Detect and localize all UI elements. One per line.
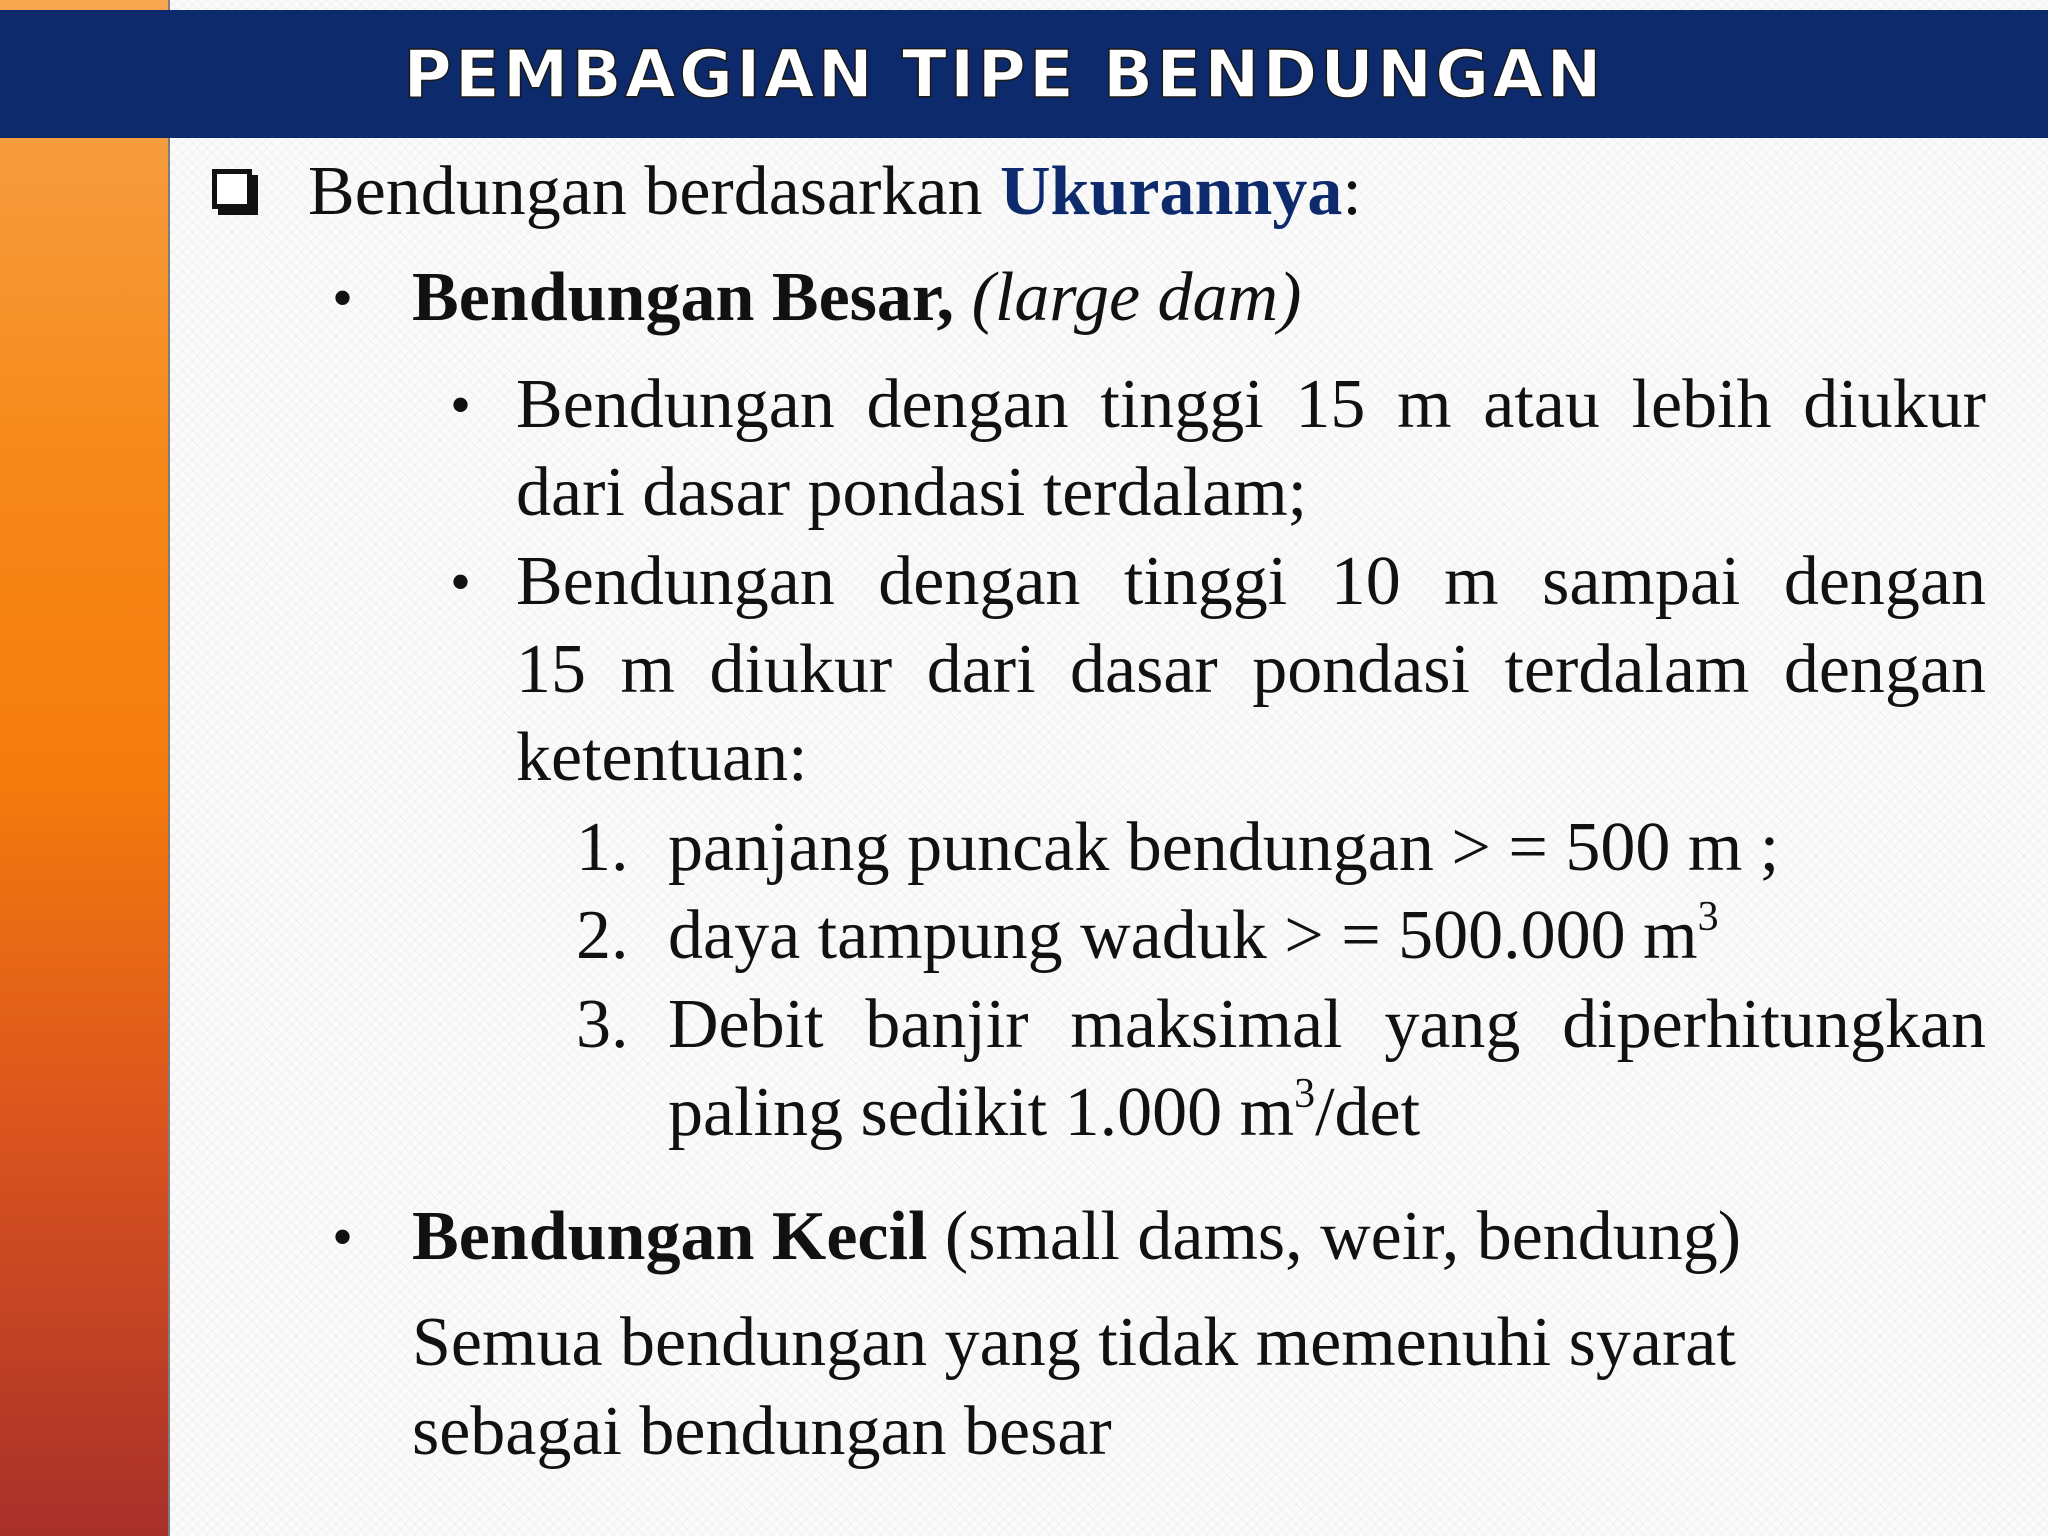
- condition-3-line2: [668, 1069, 1420, 1157]
- condition-3-line2-main: paling sedikit 1.000 m: [668, 1074, 1295, 1151]
- condition-3-line1: Debit banjir maksimal yang diperhitungkan: [668, 986, 1986, 1063]
- large-item-1-line1: Bendungan dengan tinggi 15 m atau lebih diukur: [516, 366, 1986, 443]
- large-dam-note: (large dam): [971, 259, 1302, 336]
- small-dam-title: Bendungan Kecil: [412, 1198, 928, 1275]
- condition-2-text: [668, 892, 1719, 980]
- left-decorative-bar: [0, 0, 170, 1536]
- small-dam-note: (small dams, weir, bendung): [927, 1198, 1742, 1275]
- slide-title: PEMBAGIAN TIPE BENDUNGAN: [403, 35, 1605, 113]
- large-item-2-line2: 15 m diukur dari dasar pondasi terdalam dengan: [516, 631, 1986, 708]
- intro-prefix: Bendungan berdasarkan: [308, 153, 1000, 230]
- condition-3-superscript: 3: [1294, 1071, 1316, 1117]
- bullet-icon: •: [332, 265, 354, 331]
- large-dam-heading: [412, 254, 1301, 342]
- condition-number: 1.: [576, 809, 629, 886]
- large-dam-title: Bendungan Besar,: [412, 259, 955, 336]
- intro-line: [308, 148, 1362, 236]
- condition-1-text: panjang puncak bendungan > = 500 m ;: [668, 809, 1780, 886]
- bullet-icon: •: [450, 549, 472, 615]
- small-dam-desc-line1: Semua bendungan yang tidak memenuhi syarat: [412, 1304, 1736, 1381]
- intro-highlight: Ukurannya: [999, 153, 1343, 230]
- condition-number: 2.: [576, 897, 629, 974]
- small-dam-heading: [412, 1193, 1741, 1281]
- condition-3-line2-unit: /det: [1315, 1074, 1421, 1151]
- intro-suffix: :: [1342, 153, 1362, 230]
- large-item-2-line3: ketentuan:: [516, 719, 808, 796]
- title-bar: [0, 10, 2048, 138]
- bullet-icon: •: [450, 372, 472, 438]
- bullet-icon: •: [332, 1204, 354, 1270]
- condition-2-main: daya tampung waduk > = 500.000 m: [668, 897, 1698, 974]
- small-dam-desc-line2: sebagai bendungan besar: [412, 1393, 1112, 1470]
- condition-2-superscript: 3: [1697, 894, 1719, 940]
- condition-number: 3.: [576, 986, 629, 1063]
- large-item-1-line2: dari dasar pondasi terdalam;: [516, 454, 1308, 531]
- checkbox-bullet-icon: [212, 169, 252, 209]
- large-item-2-line1: Bendungan dengan tinggi 10 m sampai dengan: [516, 543, 1986, 620]
